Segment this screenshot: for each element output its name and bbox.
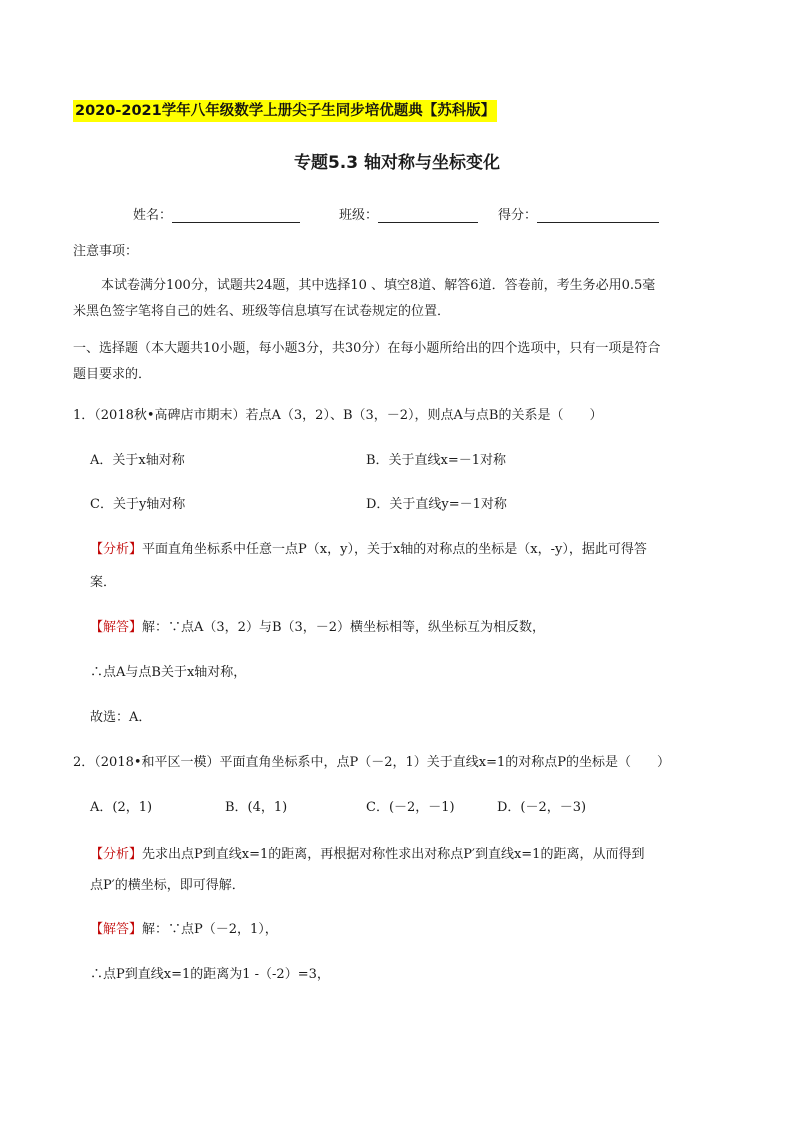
- question-1-answer-line-2: ∴点A与点B关于x轴对称，: [90, 665, 247, 680]
- answer-tag: 【解答】: [90, 620, 143, 635]
- name-label: 姓名：: [133, 208, 173, 223]
- answer-tag: 【解答】: [90, 922, 143, 937]
- question-1-option-c: C．关于y轴对称: [90, 497, 186, 512]
- class-field: [339, 204, 478, 223]
- class-label: 班级：: [339, 208, 379, 223]
- question-1-option-d: D．关于直线y=－1对称: [366, 497, 507, 512]
- series-title: 2020-2021学年八年级数学上册尖子生同步培优题典【苏科版】: [73, 100, 497, 122]
- question-1-answer-line-3: 故选：A．: [90, 710, 152, 725]
- question-1-stem: 1．（2018秋•高碑店市期末）若点A（3，2）、B（3，－2），则点A与点B的关系是（ ）: [73, 408, 603, 423]
- question-2-analysis-cont: 点P′的横坐标，即可得解．: [90, 878, 245, 893]
- question-1-option-b: B．关于直线x=－1对称: [366, 453, 507, 468]
- question-2-stem: 2．（2018•和平区一模）平面直角坐标系中，点P（－2，1）关于直线x=1的对称点P的坐标是（ ）: [73, 755, 671, 770]
- question-1-answer: [90, 619, 545, 637]
- name-blank[interactable]: [172, 208, 300, 223]
- question-2-answer: [90, 921, 278, 939]
- score-blank[interactable]: [537, 208, 659, 223]
- class-blank[interactable]: [378, 208, 478, 223]
- notice-line-2: 米黑色签字笔将自己的姓名、班级等信息填写在试卷规定的位置．: [73, 304, 451, 319]
- question-1-analysis-cont: 案．: [90, 575, 117, 590]
- page-title: 专题5.3 轴对称与坐标变化: [293, 153, 501, 173]
- answer-text: 解：∵点P（－2，1），: [142, 922, 278, 937]
- analysis-tag: 【分析】: [90, 847, 143, 862]
- question-2-option-d: D．(－2，－3): [497, 800, 587, 815]
- notice-line-1: 本试卷满分100分，试题共24题，其中选择10 、填空8道、解答6道．答卷前，考生务必用0.5毫: [101, 278, 656, 293]
- section-heading-line-1: 一、选择题（本大题共10小题，每小题3分，共30分）在每小题所给出的四个选项中，只有一项是符合: [73, 341, 661, 356]
- question-2-analysis: [90, 846, 644, 864]
- analysis-text: 先求出点P到直线x=1的距离，再根据对称性求出对称点P′到直线x=1的距离，从而得到: [142, 847, 645, 862]
- question-2-answer-line-2: ∴点P到直线x=1的距离为1 -（-2）=3，: [90, 967, 330, 982]
- question-2-option-c: C．(－2，－1): [366, 800, 455, 815]
- question-2-option-b: B．(4，1): [225, 800, 288, 815]
- notice-heading: 注意事项：: [73, 244, 139, 259]
- score-label: 得分：: [498, 208, 538, 223]
- analysis-tag: 【分析】: [90, 542, 143, 557]
- name-field: [133, 204, 300, 223]
- question-1-analysis: [90, 541, 647, 559]
- section-heading-line-2: 题目要求的．: [73, 367, 152, 382]
- question-2-option-a: A．(2，1): [90, 800, 153, 815]
- question-1-option-a: A．关于x轴对称: [90, 453, 185, 468]
- score-field: [498, 204, 659, 223]
- answer-text: 解：∵点A（3，2）与B（3，－2）横坐标相等，纵坐标互为相反数，: [142, 620, 546, 635]
- analysis-text: 平面直角坐标系中任意一点P（x，y），关于x轴的对称点的坐标是（x，-y），据此可得答: [142, 542, 647, 557]
